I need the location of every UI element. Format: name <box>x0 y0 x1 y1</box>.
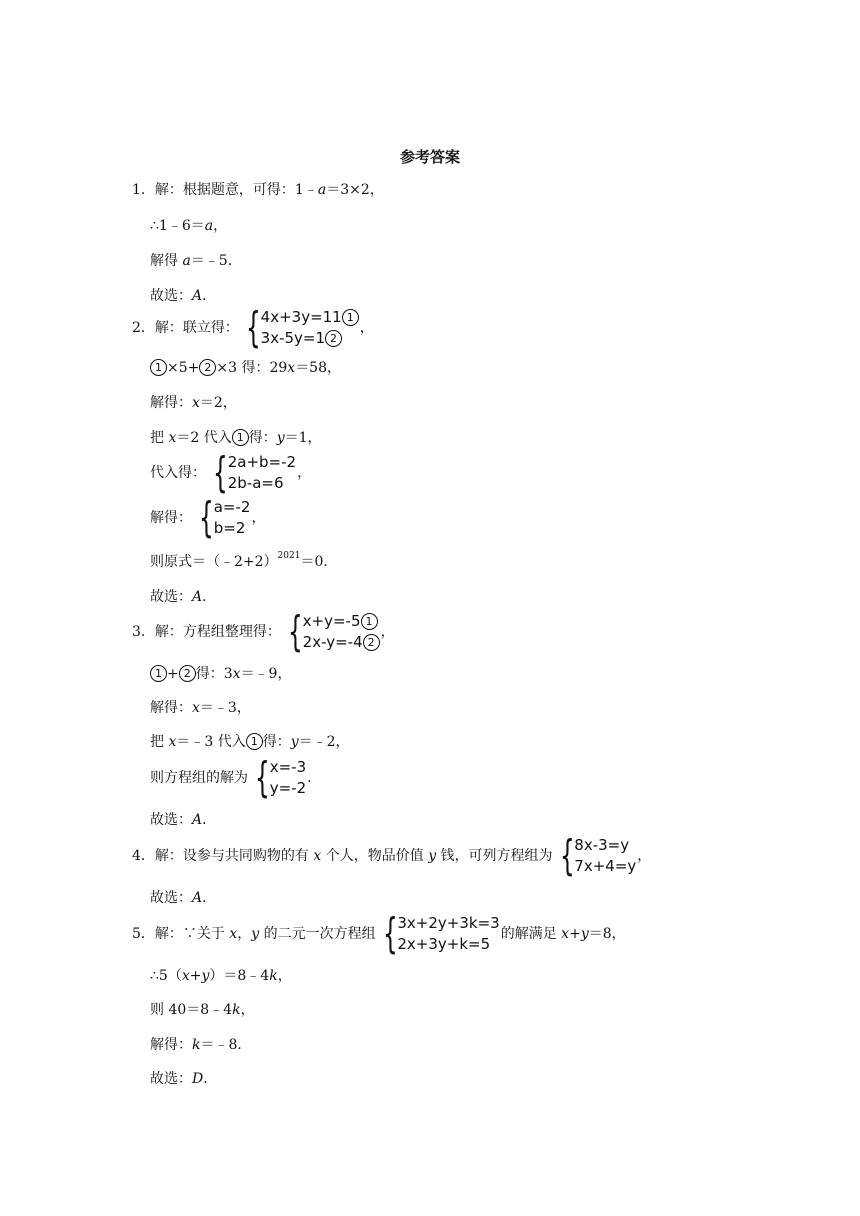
text: ， <box>297 465 312 481</box>
text: 解：∵关于 <box>154 926 230 942</box>
var: y <box>251 926 260 942</box>
equation: 3x-5y=1 2 <box>261 328 359 349</box>
circled-number: 1 <box>342 309 359 326</box>
brace-icon: { <box>255 753 270 802</box>
text: ×3 得：29 <box>216 360 288 376</box>
equation-system <box>282 607 380 656</box>
q1-line-4 <box>150 286 216 306</box>
brace-icon: { <box>559 831 575 880</box>
q1-line-3 <box>150 251 242 271</box>
text: 解：联立得： <box>154 320 239 336</box>
equation: 2b-a=6 <box>227 474 284 492</box>
q5-line-5 <box>150 1069 217 1089</box>
q2-line-5 <box>150 448 312 497</box>
text: ＝﹣5． <box>190 253 242 269</box>
text: ＝﹣3 代入 <box>176 734 246 750</box>
var: y <box>580 926 589 942</box>
circled-number: 1 <box>246 733 263 750</box>
var: x <box>181 968 190 984</box>
text: 则 40＝8﹣4 <box>150 1002 233 1018</box>
var: x <box>229 926 238 942</box>
text: 故选： <box>150 288 192 304</box>
equation-system <box>249 753 307 802</box>
q5-line-2 <box>150 966 292 986</box>
text: 解：方程组整理得： <box>154 624 281 640</box>
circled-number: 2 <box>199 359 216 376</box>
text: ， <box>380 624 395 640</box>
q3-line-6 <box>150 810 216 830</box>
var: k <box>192 1037 201 1053</box>
text: . <box>307 770 312 786</box>
var: a <box>317 182 327 198</box>
var: x <box>192 395 200 411</box>
text: 钱，可列方程组为 <box>436 848 553 864</box>
q2-line-2 <box>150 358 341 378</box>
text: ＝2 代入 <box>176 430 232 446</box>
text: 把 <box>150 734 169 750</box>
text: ＝2， <box>199 395 237 411</box>
var: y <box>201 968 210 984</box>
text: 解得： <box>150 1037 192 1053</box>
var: x <box>192 700 200 716</box>
q4-line-2 <box>150 888 216 908</box>
text: ＝﹣2， <box>298 734 350 750</box>
q2-number: 2． <box>132 320 155 336</box>
text: 则方程组的解为 <box>150 770 248 786</box>
var: x <box>287 360 296 376</box>
text: + <box>189 968 202 984</box>
var: x <box>232 666 241 682</box>
circled-number: 1 <box>232 429 249 446</box>
text: 的二元一次方程组 <box>259 926 376 942</box>
var: x <box>561 926 570 942</box>
text: 得：3 <box>195 666 233 682</box>
text: 故选： <box>150 1071 192 1087</box>
var: x <box>168 430 177 446</box>
text: 解得： <box>150 395 192 411</box>
var: A <box>192 288 203 304</box>
equation: b=2 <box>213 519 246 537</box>
text: ＝1， <box>284 430 322 446</box>
q5-line-1 <box>132 909 626 958</box>
text: 故选： <box>150 812 192 828</box>
var: y <box>290 734 299 750</box>
text: ． <box>202 890 217 906</box>
text: 解得： <box>150 700 192 716</box>
var: a <box>182 253 191 269</box>
brace-icon: { <box>199 493 214 542</box>
equation: x+y=-5 1 <box>303 611 380 632</box>
text: ， <box>277 968 292 984</box>
text: ∴1﹣6＝ <box>150 218 205 234</box>
text: 解：设参与共同购物的有 <box>154 848 314 864</box>
q5-number: 5． <box>132 926 155 942</box>
text: ． <box>203 1071 218 1087</box>
text: ＝﹣3， <box>199 700 251 716</box>
text: ． <box>202 288 217 304</box>
equation-system <box>240 303 359 352</box>
var: a <box>204 218 214 234</box>
text: ， <box>359 320 374 336</box>
var: x <box>313 848 322 864</box>
equation: x=-3 <box>269 758 307 776</box>
text: ＝3×2， <box>326 182 384 198</box>
brace-icon: { <box>213 448 228 497</box>
text: 则原式＝（﹣2+2） <box>150 554 278 570</box>
page-title: 参考答案 <box>399 148 460 166</box>
q1-line-1 <box>132 180 384 200</box>
var: x <box>168 734 177 750</box>
equation: 3x+2y+3k=3 <box>397 914 500 932</box>
text: 解得： <box>150 510 192 526</box>
text: ， <box>240 1002 255 1018</box>
circled-number: 1 <box>150 359 167 376</box>
var: A <box>192 890 203 906</box>
circled-number: 2 <box>363 634 380 651</box>
text: ， <box>213 218 228 234</box>
q4-line-1 <box>132 831 652 880</box>
var: y <box>276 430 285 446</box>
text: 代入得： <box>150 465 206 481</box>
q3-line-2 <box>150 664 291 684</box>
q2-line-1 <box>132 303 374 352</box>
var: D <box>192 1071 204 1087</box>
text: ， <box>637 848 652 864</box>
q5-line-3 <box>150 1000 255 1020</box>
text: + <box>569 926 581 942</box>
circled-number: 1 <box>150 665 167 682</box>
q3-line-5 <box>150 753 312 802</box>
equation: 4x+3y=11 1 <box>261 307 359 328</box>
brace-icon: { <box>245 303 261 352</box>
brace-icon: { <box>382 909 398 958</box>
circled-number: 1 <box>361 613 378 630</box>
text: + <box>167 666 179 682</box>
q2-line-8 <box>150 587 216 607</box>
brace-icon: { <box>287 607 303 656</box>
text: 个人，物品价值 <box>321 848 429 864</box>
text: 解：根据题意，可得：1﹣ <box>154 182 318 198</box>
circled-number: 2 <box>325 330 342 347</box>
text: ＝﹣8． <box>200 1037 252 1053</box>
text: 得： <box>262 734 291 750</box>
equation: 2a+b=-2 <box>227 453 297 471</box>
q1-line-2 <box>150 216 227 236</box>
equation-system <box>554 831 637 880</box>
text: ）＝8﹣4 <box>209 968 270 984</box>
q3-line-3 <box>150 698 251 718</box>
text: 故选： <box>150 589 192 605</box>
text: ． <box>202 589 217 605</box>
q3-line-4 <box>150 732 350 752</box>
exponent: 2021 <box>277 551 301 561</box>
equation: 7x+4=y <box>574 857 637 875</box>
q2-line-3 <box>150 393 237 413</box>
text: ， <box>237 926 252 942</box>
var: k <box>232 1002 241 1018</box>
text: ＝﹣9， <box>240 666 292 682</box>
equation: 2x+3y+k=5 <box>397 935 491 953</box>
equation-system <box>207 448 297 497</box>
var: A <box>192 589 203 605</box>
text: ＝0． <box>300 554 338 570</box>
text: ∴5（ <box>150 968 182 984</box>
q3-number: 3． <box>132 624 155 640</box>
text: 解得 <box>150 253 183 269</box>
circled-number: 2 <box>179 665 196 682</box>
text: 的解满足 <box>500 926 562 942</box>
equation-system <box>193 493 251 542</box>
text: ×5+ <box>167 360 200 376</box>
text: 把 <box>150 430 169 446</box>
text: 故选： <box>150 890 192 906</box>
q3-line-1 <box>132 607 395 656</box>
text: ． <box>202 812 217 828</box>
equation: 8x-3=y <box>574 836 630 854</box>
text: ， <box>251 510 266 526</box>
equation: a=-2 <box>213 498 251 516</box>
var: A <box>192 812 203 828</box>
q5-line-4 <box>150 1035 251 1055</box>
q2-line-4 <box>150 428 322 448</box>
text: ＝8， <box>588 926 626 942</box>
text: ＝58， <box>295 360 342 376</box>
equation: 2x-y=-4 2 <box>303 632 380 653</box>
var: y <box>428 848 437 864</box>
text: 得： <box>248 430 277 446</box>
equation-system <box>377 909 500 958</box>
equation: y=-2 <box>269 779 307 797</box>
q2-line-6 <box>150 493 266 542</box>
q1-number: 1． <box>132 182 155 198</box>
var: k <box>269 968 278 984</box>
q4-number: 4． <box>132 848 155 864</box>
q2-line-7 <box>150 552 337 572</box>
